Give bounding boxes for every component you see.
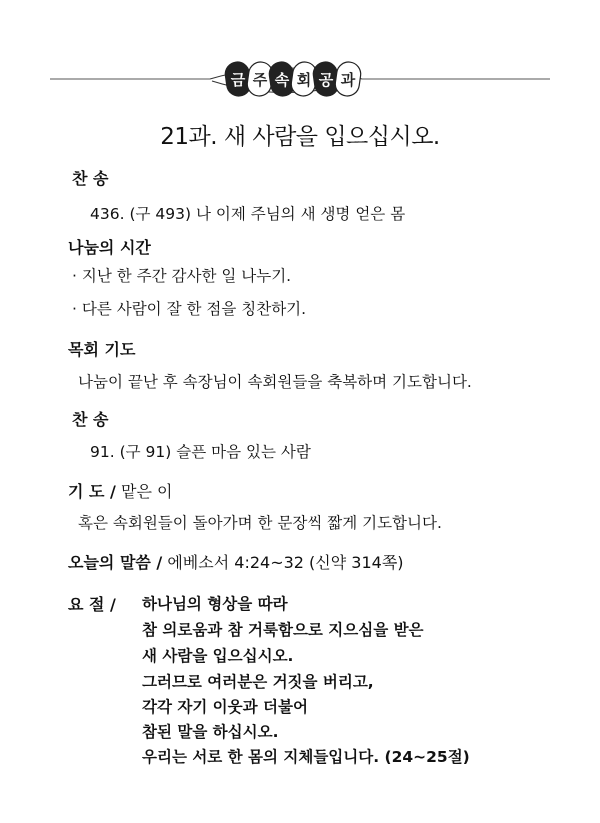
- verse-line-4: 그러므로 여러분은 거짓을 버리고,: [142, 673, 374, 691]
- lesson-banner: [0, 52, 600, 112]
- svg-text:주: 주: [252, 71, 268, 89]
- sharing-heading: 나눔의 시간: [68, 238, 151, 257]
- verse-line-7: 우리는 서로 한 몸의 지체들입니다. (24~25절): [142, 748, 470, 766]
- hymn1-text: 436. (구 493) 나 이제 주님의 새 생명 얻은 몸: [90, 205, 406, 223]
- svg-text:공: 공: [318, 71, 334, 89]
- pray-sub: 맡은 이: [115, 482, 173, 501]
- hymn2-heading: 찬 송: [72, 410, 109, 429]
- svg-text:금: 금: [230, 71, 246, 89]
- svg-text:과: 과: [340, 71, 356, 89]
- prayer-text: 나눔이 끝난 후 속장님이 속회원들을 축복하며 기도합니다.: [78, 373, 472, 391]
- sharing-item-1: · 지난 한 주간 감사한 일 나누기.: [72, 267, 292, 285]
- banner-graphic: [0, 52, 600, 112]
- verse-line-5: 각각 자기 이웃과 더불어: [142, 698, 308, 716]
- word-reference: 에베소서 4:24~32 (신약 314쪽): [162, 553, 404, 572]
- verse-line-2: 참 의로움과 참 거룩함으로 지으심을 받은: [142, 621, 424, 639]
- hymn2-text: 91. (구 91) 슬픈 마음 있는 사람: [90, 443, 311, 461]
- svg-text:회: 회: [296, 71, 312, 89]
- svg-text:속: 속: [274, 71, 290, 89]
- verse-line-1: 하나님의 형상을 따라: [142, 595, 288, 613]
- pray-text: 혹은 속회원들이 돌아가며 한 문장씩 짧게 기도합니다.: [78, 514, 442, 532]
- word-heading: [68, 550, 404, 573]
- pray-heading: [68, 479, 172, 502]
- prayer-heading: 목회 기도: [68, 340, 136, 359]
- banner-char-6: [334, 60, 362, 97]
- lesson-title: 21과. 새 사람을 입으십시오.: [160, 124, 440, 150]
- verse-line-6: 참된 말을 하십시오.: [142, 723, 279, 741]
- hymn1-heading: 찬 송: [72, 169, 109, 188]
- pray-label: 기 도 /: [68, 482, 116, 501]
- sharing-item-2: · 다른 사람이 잘 한 점을 칭찬하기.: [72, 300, 307, 318]
- verse-heading: 요 절 /: [68, 595, 116, 614]
- word-label: 오늘의 말씀 /: [68, 553, 163, 572]
- verse-line-3: 새 사람을 입으십시오.: [142, 647, 294, 665]
